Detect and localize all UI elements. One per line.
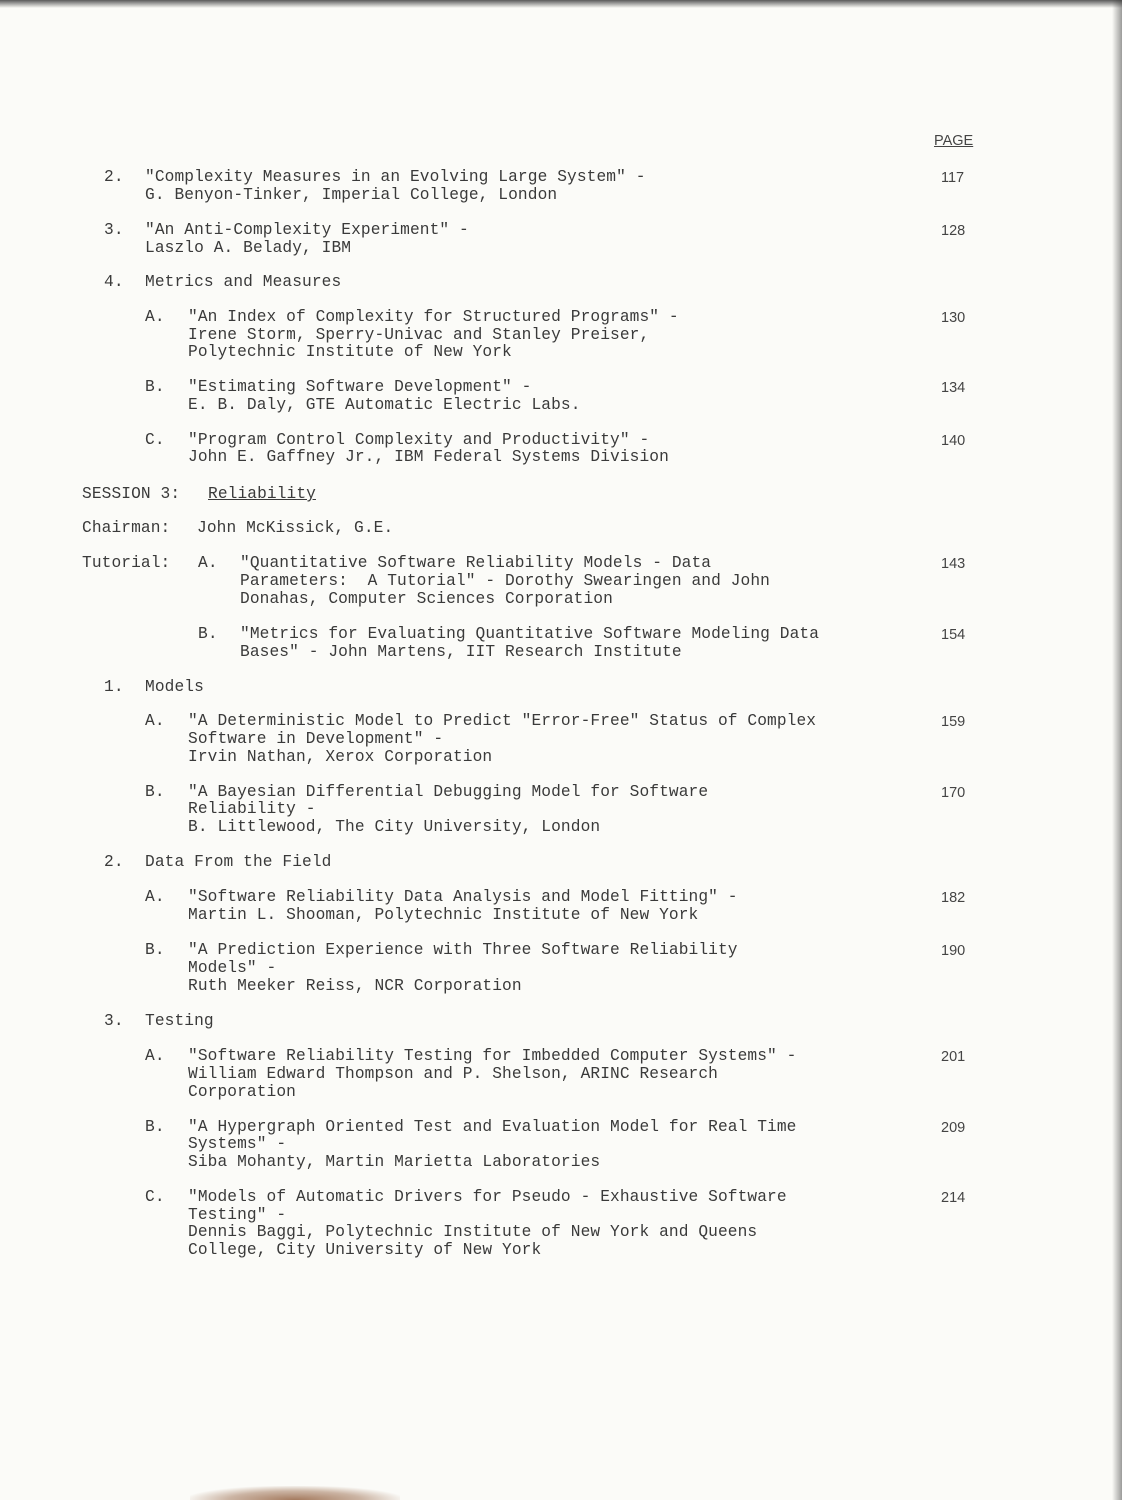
entry-title: "An Index of Complexity for Structured Programs" - [188, 308, 679, 326]
entry-title: "An Anti-Complexity Experiment" - [145, 221, 469, 239]
entry-page-number: 130 [941, 310, 966, 326]
entry-letter: B. [198, 625, 218, 643]
section-heading: Metrics and Measures [145, 273, 342, 291]
entry-author: Ruth Meeker Reiss, NCR Corporation [188, 977, 522, 995]
entry-author: Laszlo A. Belady, IBM [145, 239, 352, 257]
entry-author: Martin L. Shooman, Polytechnic Institute of New York [188, 906, 699, 924]
entry-title: "Program Control Complexity and Productivity" - [188, 431, 650, 449]
entry-letter: C. [145, 431, 165, 449]
entry-title: "Complexity Measures in an Evolving Large System" - [145, 168, 646, 186]
entry-letter: B. [145, 378, 165, 396]
entry-number: 2. [104, 168, 124, 186]
entry-author: William Edward Thompson and P. Shelson, ARINC Research [188, 1065, 718, 1083]
chairman-label: Chairman: [82, 519, 171, 537]
entry-title: "A Hypergraph Oriented Test and Evaluation Model for Real Time [188, 1118, 797, 1136]
entry-author: Siba Mohanty, Martin Marietta Laboratories [188, 1153, 601, 1171]
entry-title: "A Prediction Experience with Three Software Reliability [188, 941, 738, 959]
entry-title: Software in Development" - [188, 730, 444, 748]
entry-number: 3. [104, 221, 124, 239]
entry-page-number: 209 [941, 1120, 966, 1136]
entry-title: "Models of Automatic Drivers for Pseudo - Exhaustive Software [188, 1188, 787, 1206]
entry-page-number: 154 [941, 627, 966, 643]
entry-title: Reliability - [188, 800, 316, 818]
entry-page-number: 201 [941, 1049, 966, 1065]
entry-title: Parameters: A Tutorial" - Dorothy Swearingen and John [240, 572, 770, 590]
entry-title: Testing" - [188, 1206, 287, 1224]
section-heading: Testing [145, 1012, 214, 1030]
entry-author: Polytechnic Institute of New York [188, 343, 512, 361]
entry-page-number: 170 [941, 785, 966, 801]
entry-author: Corporation [188, 1083, 296, 1101]
entry-letter: A. [145, 308, 165, 326]
section-heading: Models [145, 678, 204, 696]
entry-title: "Metrics for Evaluating Quantitative Software Modeling Data [240, 625, 820, 643]
section-number: 1. [104, 678, 124, 696]
entry-title: "A Deterministic Model to Predict "Error-Free" Status of Complex [188, 712, 817, 730]
entry-author: Donahas, Computer Sciences Corporation [240, 590, 613, 608]
page-column-header: PAGE [934, 133, 974, 149]
section-number: 4. [104, 273, 124, 291]
entry-page-number: 117 [941, 170, 965, 186]
entry-letter: A. [145, 1047, 165, 1065]
entry-title: "A Bayesian Differential Debugging Model for Software [188, 783, 709, 801]
entry-page-number: 159 [941, 714, 966, 730]
entry-author: Irene Storm, Sperry-Univac and Stanley Preiser, [188, 326, 650, 344]
entry-author: Irvin Nathan, Xerox Corporation [188, 748, 493, 766]
entry-title: "Quantitative Software Reliability Models - Data [240, 554, 712, 572]
entry-author: B. Littlewood, The City University, London [188, 818, 601, 836]
session-title: Reliability [208, 485, 316, 503]
paper-stain [190, 1486, 400, 1500]
entry-page-number: 182 [941, 890, 966, 906]
entry-letter: C. [145, 1188, 165, 1206]
entry-letter: A. [198, 554, 218, 572]
entry-page-number: 143 [941, 556, 966, 572]
entry-title: "Estimating Software Development" - [188, 378, 532, 396]
entry-author: E. B. Daly, GTE Automatic Electric Labs. [188, 396, 581, 414]
tutorial-label: Tutorial: [82, 554, 171, 572]
entry-letter: A. [145, 712, 165, 730]
entry-letter: B. [145, 783, 165, 801]
section-heading: Data From the Field [145, 853, 332, 871]
entry-author: G. Benyon-Tinker, Imperial College, London [145, 186, 558, 204]
chairman-name: John McKissick, G.E. [197, 519, 394, 537]
entry-letter: A. [145, 888, 165, 906]
entry-page-number: 190 [941, 943, 966, 959]
entry-title: Systems" - [188, 1135, 287, 1153]
section-number: 2. [104, 853, 124, 871]
entry-author: John E. Gaffney Jr., IBM Federal Systems Division [188, 448, 669, 466]
entry-title: "Software Reliability Testing for Imbedded Computer Systems" - [188, 1047, 797, 1065]
entry-title: Models" - [188, 959, 277, 977]
entry-page-number: 128 [941, 223, 966, 239]
entry-author: Dennis Baggi, Polytechnic Institute of New York and Queens [188, 1223, 758, 1241]
entry-letter: B. [145, 1118, 165, 1136]
entry-letter: B. [145, 941, 165, 959]
entry-page-number: 140 [941, 433, 966, 449]
scan-right-shadow [1112, 0, 1122, 1500]
entry-page-number: 134 [941, 380, 966, 396]
entry-author: College, City University of New York [188, 1241, 542, 1259]
entry-author: Bases" - John Martens, IIT Research Institute [240, 643, 682, 661]
session-label: SESSION 3: [82, 485, 181, 503]
entry-page-number: 214 [941, 1190, 966, 1206]
entry-title: "Software Reliability Data Analysis and Model Fitting" - [188, 888, 738, 906]
scan-top-shadow [0, 0, 1122, 8]
section-number: 3. [104, 1012, 124, 1030]
